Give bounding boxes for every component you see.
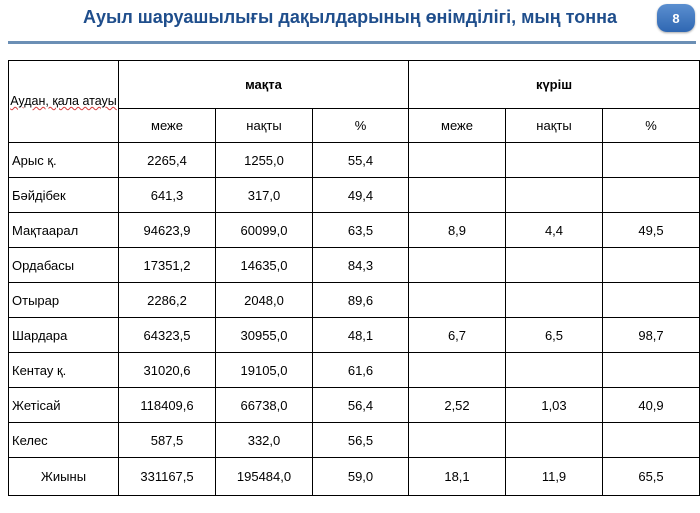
table-cell: 56,4 [313, 388, 409, 423]
table-row [9, 388, 700, 423]
table-row [9, 283, 700, 318]
table-cell: 1,03 [506, 388, 603, 423]
table-cell: 63,5 [313, 213, 409, 248]
table-cell: 61,6 [313, 353, 409, 388]
subheader-plan: меже [119, 109, 216, 143]
table-cell [506, 248, 603, 283]
total-cell: 59,0 [313, 458, 409, 496]
table-cell: 55,4 [313, 143, 409, 178]
table-cell: 6,7 [409, 318, 506, 353]
table-cell: 8,9 [409, 213, 506, 248]
table-cell: 4,4 [506, 213, 603, 248]
district-name: Кентау қ. [9, 353, 119, 388]
subheader-percent: % [313, 109, 409, 143]
table-cell [409, 178, 506, 213]
table-cell [409, 283, 506, 318]
total-cell: 18,1 [409, 458, 506, 496]
total-cell: 65,5 [603, 458, 700, 496]
subheader-actual: нақты [506, 109, 603, 143]
page-number-badge: 8 [657, 4, 695, 32]
table-row [9, 318, 700, 353]
subheader-plan: меже [409, 109, 506, 143]
total-row [9, 458, 700, 496]
table-cell: 2048,0 [216, 283, 313, 318]
table-cell: 14635,0 [216, 248, 313, 283]
table-cell: 89,6 [313, 283, 409, 318]
table-cell: 40,9 [603, 388, 700, 423]
subheader-actual: нақты [216, 109, 313, 143]
district-name: Ордабасы [9, 248, 119, 283]
group-header-rice: күріш [409, 61, 700, 109]
table-row [9, 143, 700, 178]
table-cell [409, 248, 506, 283]
district-name: Келес [9, 423, 119, 458]
table-cell: 2265,4 [119, 143, 216, 178]
table-cell: 30955,0 [216, 318, 313, 353]
total-cell: 195484,0 [216, 458, 313, 496]
district-name: Бәйдібек [9, 178, 119, 213]
total-cell: 331167,5 [119, 458, 216, 496]
table-cell [603, 143, 700, 178]
table-cell: 49,4 [313, 178, 409, 213]
table-row [9, 248, 700, 283]
table-cell: 84,3 [313, 248, 409, 283]
table-cell [603, 423, 700, 458]
table-cell [603, 353, 700, 388]
table-cell [603, 178, 700, 213]
table-cell [506, 423, 603, 458]
table-cell: 94623,9 [119, 213, 216, 248]
table-cell: 118409,6 [119, 388, 216, 423]
table-cell: 2,52 [409, 388, 506, 423]
yield-table [8, 60, 700, 496]
table-cell [506, 353, 603, 388]
table-cell: 66738,0 [216, 388, 313, 423]
table-cell: 48,1 [313, 318, 409, 353]
table-row [9, 423, 700, 458]
table-cell: 2286,2 [119, 283, 216, 318]
table-cell: 1255,0 [216, 143, 313, 178]
district-name: Мақтаарал [9, 213, 119, 248]
table-cell: 19105,0 [216, 353, 313, 388]
total-label: Жиыны [9, 458, 119, 496]
district-name: Арыс қ. [9, 143, 119, 178]
district-name: Шардара [9, 318, 119, 353]
table-cell: 64323,5 [119, 318, 216, 353]
table-cell: 31020,6 [119, 353, 216, 388]
table-cell: 60099,0 [216, 213, 313, 248]
table-row [9, 353, 700, 388]
table-cell [506, 178, 603, 213]
district-header [9, 61, 119, 143]
table-cell: 98,7 [603, 318, 700, 353]
table-cell [409, 423, 506, 458]
table-cell: 587,5 [119, 423, 216, 458]
group-header-cotton: мақта [119, 61, 409, 109]
table-row [9, 178, 700, 213]
table-cell: 49,5 [603, 213, 700, 248]
district-name: Жетісай [9, 388, 119, 423]
table-body [9, 143, 700, 458]
table-cell: 641,3 [119, 178, 216, 213]
table-cell [603, 248, 700, 283]
table-cell: 56,5 [313, 423, 409, 458]
title-divider [8, 41, 696, 44]
subheader-percent: % [603, 109, 700, 143]
total-cell: 11,9 [506, 458, 603, 496]
table-cell: 332,0 [216, 423, 313, 458]
table-cell [409, 353, 506, 388]
table-cell [603, 283, 700, 318]
table-cell [506, 143, 603, 178]
table-cell [506, 283, 603, 318]
table-cell: 17351,2 [119, 248, 216, 283]
table-cell [409, 143, 506, 178]
district-header-label: Аудан, қала атауы [10, 94, 117, 108]
table-cell: 6,5 [506, 318, 603, 353]
table-row [9, 213, 700, 248]
table-cell: 317,0 [216, 178, 313, 213]
district-name: Отырар [9, 283, 119, 318]
slide-title: Ауыл шаруашылығы дақылдарының өнімділігі, мың тонна [82, 7, 618, 27]
